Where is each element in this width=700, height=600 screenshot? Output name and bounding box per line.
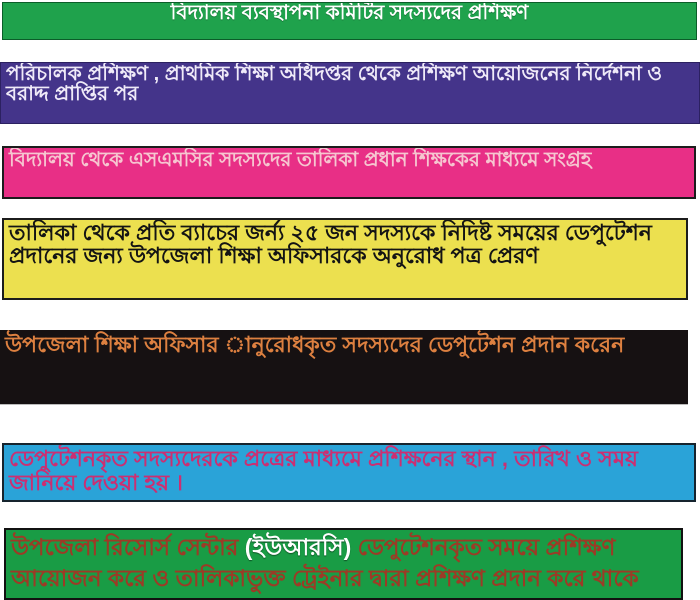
step-inform-training-details: ডেপুটেশনকৃত সদস্যদেরকে প্রত্রের মাধ্যমে প্রশিক্ষনের স্থান , তারিখ ও সময় জানিয়ে দেওয়া হয় । (2, 443, 696, 502)
step-deputation-granted: উপজেলা শিক্ষা অফিসার ানুরোধকৃত সদস্যদের ডেপুটেশন প্রদান করেন (0, 330, 688, 405)
step-collect-member-list: বিদ্যালয় থেকে এসএমসির সদস্যদের তালিকা প্রধান শিক্ষকের মাধ্যমে সংগ্রহ (2, 146, 696, 199)
urc-training-description-text: ডেপুটেশনকৃত সময়ে প্রশিক্ষণ আয়োজন করে ও তালিকাভুক্ত ট্রেইনার দ্বারা প্রশিক্ষণ প্রদান করে থাকে (11, 534, 639, 591)
title-banner: বিদ্যালয় ব্যবস্থাপনা কমিটির সদস্যদের প্রশিক্ষণ (2, 2, 697, 40)
step-director-training: পরিচালক প্রশিক্ষণ , প্রাথমিক শিক্ষা অধিদপ্তর থেকে প্রশিক্ষণ আয়োজনের নির্দেশনা ও বরাদ্দ প্রাপ্তির পর (0, 62, 700, 124)
urc-name-text: উপজেলা রিসোর্স সেন্টার (11, 534, 245, 560)
urc-abbreviation-text: (ইউআরসি) (244, 534, 352, 560)
step-urc-conducts-training (4, 528, 683, 600)
step-request-letter: তালিকা থেকে প্রতি ব্যাচের জর্ন্য ২৫ জন সদস্যকে নিদিষ্ট সময়ের ডেপুটেশন প্রদানের জন্য উপজেলা শিক্ষা অফিসারকে অনুরোধ পত্র প্রেরণ (2, 218, 688, 300)
